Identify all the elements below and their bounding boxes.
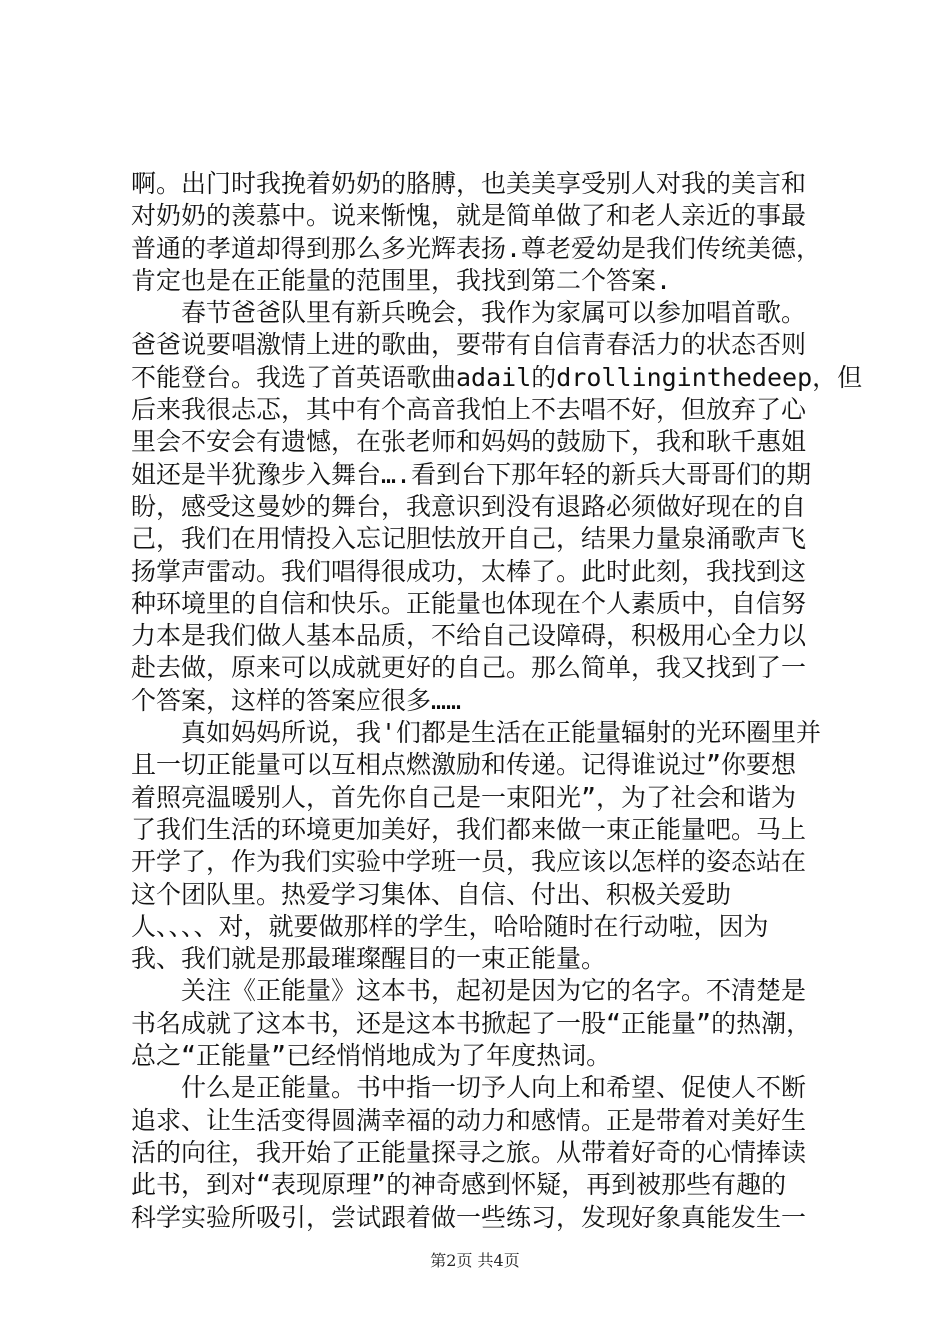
text-line: 这个团队里。热爱学习集体、自信、付出、积极关爱助 — [131, 879, 732, 909]
text-line: 我、我们就是那最璀璨醒目的一束正能量。 — [131, 944, 607, 974]
text-line: 肯定也是在正能量的范围里，我找到第二个答案. — [131, 265, 672, 295]
text-line: 此书，到对“表现原理”的神奇感到怀疑，再到被那些有趣的 — [131, 1170, 787, 1200]
text-line: 姐还是半犹豫步入舞台….看到台下那年轻的新兵大哥哥们的期 — [131, 459, 812, 489]
text-line: 人、、、、对，就要做那样的学生，哈哈随时在行动啦，因为 — [131, 911, 769, 941]
text-line: 活的向往，我开始了正能量探寻之旅。从带着好奇的心情捧读 — [131, 1137, 807, 1167]
text-line: 己，我们在用情投入忘记胆怯放开自己，结果力量泉涌歌声飞 — [131, 524, 807, 554]
text-line: 对奶奶的羡慕中。说来惭愧，就是简单做了和老人亲近的事最 — [131, 201, 807, 231]
text-line: 关注《正能量》这本书，起初是因为它的名字。不清楚是 — [131, 976, 807, 1006]
text-line: 里会不安会有遗憾，在张老师和妈妈的鼓励下，我和耿千惠姐 — [131, 427, 807, 457]
text-line: 着照亮温暖别人，首先你自己是一束阳光”，为了社会和谐为 — [131, 782, 797, 812]
text-line: 力本是我们做人基本品质，不给自己设障碍，积极用心全力以 — [131, 621, 807, 651]
text-line: 了我们生活的环境更加美好，我们都来做一束正能量吧。马上 — [131, 814, 807, 844]
text-line: 爸爸说要唱激情上进的歌曲，要带有自信青春活力的状态否则 — [131, 330, 807, 360]
text-line: 个答案，这样的答案应很多…… — [131, 685, 462, 715]
text-line: 且一切正能量可以互相点燃激励和传递。记得谁说过”你要想 — [131, 750, 797, 780]
text-line: 盼，感受这曼妙的舞台，我意识到没有退路必须做好现在的自 — [131, 491, 807, 521]
text-line: 总之“正能量”已经悄悄地成为了年度热词。 — [131, 1041, 612, 1071]
body-text — [131, 168, 863, 1234]
text-line: 赴去做，原来可以成就更好的自己。那么简单，我又找到了一 — [131, 653, 807, 683]
text-line: 春节爸爸队里有新兵晚会，我作为家属可以参加唱首歌。 — [131, 298, 807, 328]
text-line: 追求、让生活变得圆满幸福的动力和感情。正是带着对美好生 — [131, 1105, 807, 1135]
text-line: 开学了，作为我们实验中学班一员，我应该以怎样的姿态站在 — [131, 847, 807, 877]
text-line: 种环境里的自信和快乐。正能量也体现在个人素质中，自信努 — [131, 588, 807, 618]
text-line: 科学实验所吸引，尝试跟着做一些练习，发现好象真能发生一 — [131, 1202, 807, 1232]
text-line: 扬掌声雷动。我们唱得很成功，太棒了。此时此刻，我找到这 — [131, 556, 807, 586]
text-line: 啊。出门时我挽着奶奶的胳膊，也美美享受别人对我的美言和 — [131, 169, 807, 198]
text-line: 普通的孝道却得到那么多光辉表扬.尊老爱幼是我们传统美德， — [131, 233, 822, 263]
text-line: 书名成就了这本书，还是这本书掀起了一股“正能量”的热潮， — [131, 1008, 812, 1038]
text-line: 什么是正能量。书中指一切予人向上和希望、促使人不断 — [131, 1073, 807, 1103]
text-line: 不能登台。我选了首英语歌曲adail的drollinginthedeep，但 — [131, 362, 863, 392]
text-line: 真如妈妈所说，我'们都是生活在正能量辐射的光环圈里并 — [131, 718, 822, 748]
text-line: 后来我很忐忑，其中有个高音我怕上不去唱不好，但放弃了心 — [131, 395, 807, 425]
page-number-footer: 第2页 共4页 — [430, 1251, 520, 1270]
